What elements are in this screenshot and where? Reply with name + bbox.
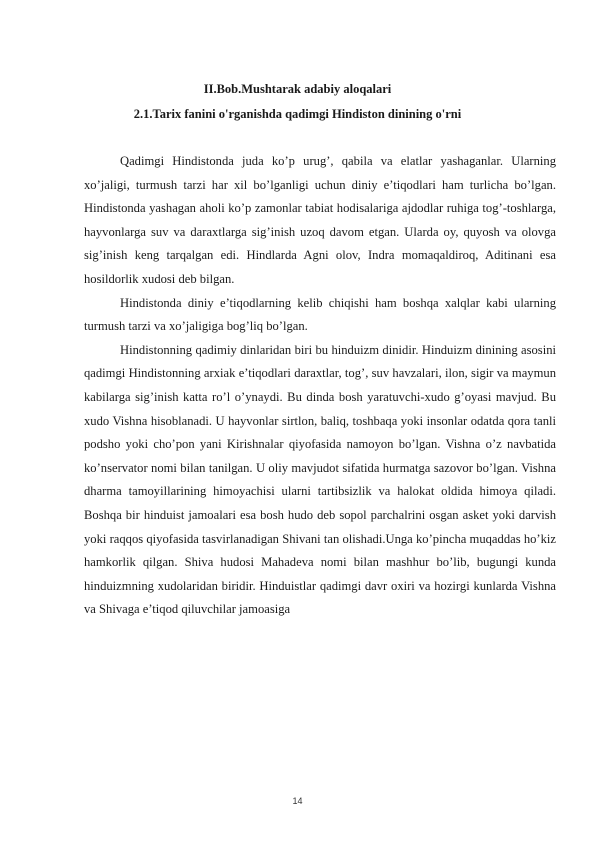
- body-text: [84, 150, 556, 622]
- paragraph-1: Qadimgi Hindistonda juda ko’p urug’, qabila va elatlar yashaganlar. Ularning xo’jaligi, turmush tarzi har xil bo’lganligi uchun diniy e’tiqodlari ham turlicha bo’lgan. Hindistonda yashagan aholi ko’p zamonlar tabiat hodisalariga ajdodlar ruhiga tog’-toshlarga, hayvonlarga suv va daraxtlarga sig’inish uzoq davom etgan. Ularda oy, quyosh va olovga sig’inish keng tarqalgan edi. Hindlarda Agni olov, Indra momaqaldiroq, Aditinani esa hosildorlik xudosi deb bilgan.: [84, 154, 556, 286]
- paragraph-3: Hindistonning qadimiy dinlaridan biri bu hinduizm dinidir. Hinduizm dinining asosini qadimgi Hindistonning arxiak e’tiqodlari daraxtlar, tog’, suv havzalari, ilon, sigir va maymun kabilarga sig’inish katta ro’l o’ynaydi. Bu dinda bosh yaratuvchi-xudo g’oyasi mavjud. Bu xudo Vishna hisoblanadi. U hayvonlar sirtlon, baliq, toshbaqa yoki insonlar odatda qora tanli podsho yoki cho’pon yani Kirishnalar qiyofasida namoyon bo’lgan. Vishna o’z navbatida ko’nservator nomi bilan tanilgan. U oliy mavjudot sifatida hurmatga sazovor bo’lgan. Vishna dharma tamoyillarining himoyachisi ularni tartibsizlik va halokat oldida himoya qiladi. Boshqa bir hinduist jamoalari esa bosh hudo deb sopol parchalrini osgan asket yoki darvish yoki raqqos qiyofasida tasvirlanadigan Shivani tan olishadi.Unga ko’pincha muqaddas ho’kiz hamkorlik qilgan. Shiva hudosi Mahadeva nomi bilan mashhur bo’lib, bugungi kunda hinduizmning xudolaridan biridir. Hinduistlar qadimgi davr oxiri va hozirgi kunlarda Vishna va Shivaga e’tiqod qiluvchilar jamoasiga: [84, 342, 556, 617]
- paragraph-2: Hindistonda diniy e’tiqodlarning kelib chiqishi ham boshqa xalqlar kabi ularning turmush tarzi va xo’jaligiga bog’liq bo’lgan.: [84, 295, 556, 334]
- chapter-title: II.Bob.Mushtarak adabiy aloqalari: [203, 82, 392, 96]
- section-title: 2.1.Tarix fanini o'rganishda qadimgi Hindiston dinining o'rni: [133, 107, 462, 121]
- page-number: 14: [292, 796, 303, 806]
